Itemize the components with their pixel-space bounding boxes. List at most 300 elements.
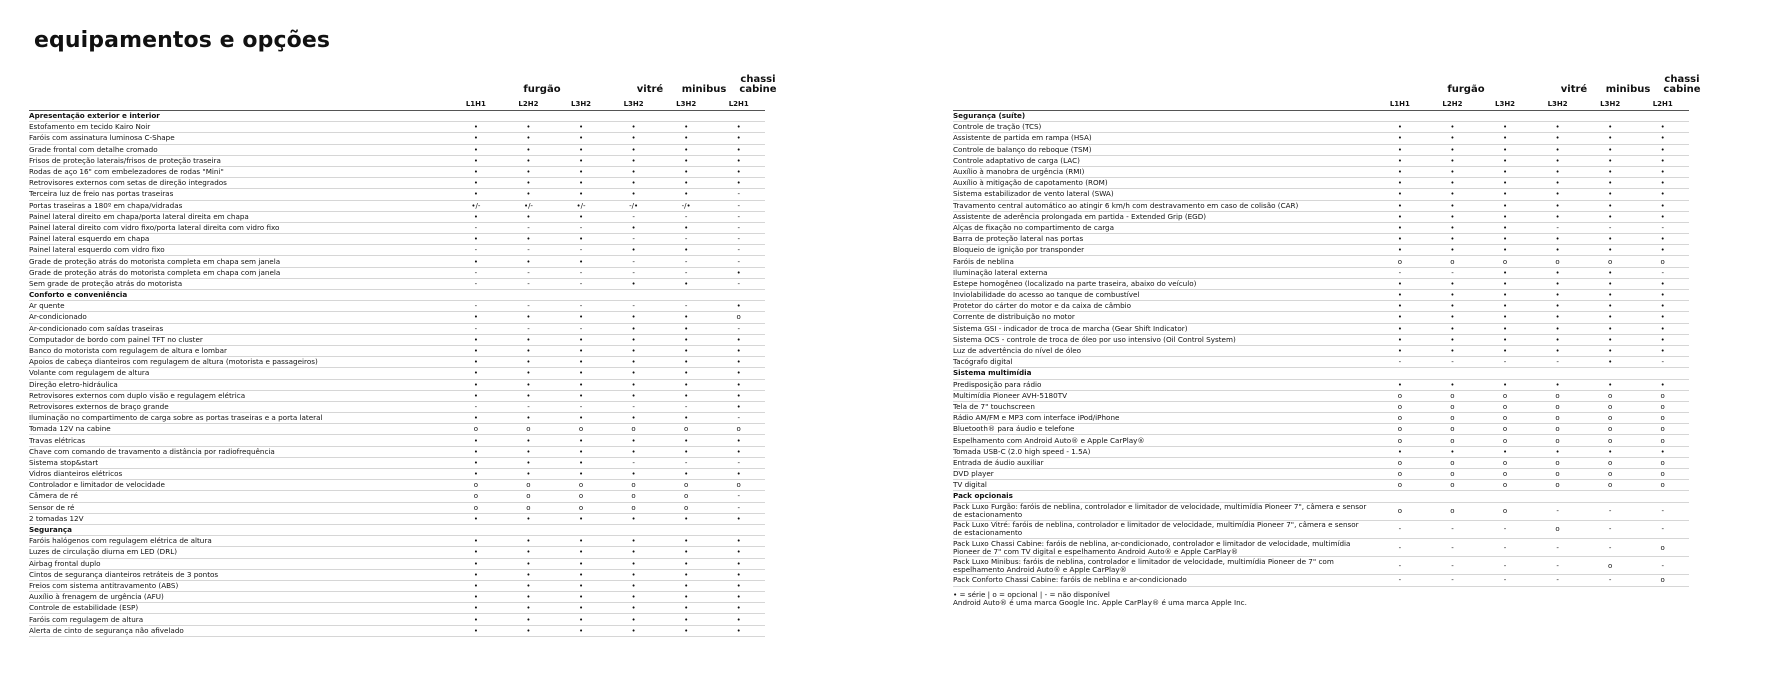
- availability-cell: •: [1450, 190, 1455, 199]
- availability-cell: •: [1608, 313, 1613, 322]
- availability-cell: •: [736, 570, 741, 579]
- row-label: Terceira luz de freio nas portas traseiras: [29, 190, 174, 199]
- availability-cell: •: [1555, 324, 1560, 333]
- row-label: Faróis halógenos com regulagem elétrica de altura: [29, 537, 212, 546]
- row-label: Painel lateral esquerdo com vidro fixo: [29, 246, 165, 255]
- availability-cell: -: [684, 235, 688, 244]
- availability-cell: •: [578, 380, 584, 389]
- row-label: DVD player: [953, 470, 994, 479]
- group-furgao: furgão: [1447, 84, 1485, 95]
- availability-cell: •: [1660, 123, 1665, 132]
- availability-cell: •: [473, 414, 478, 423]
- row-label: Volante com regulagem de altura: [29, 369, 150, 378]
- row-label: Iluminação no compartimento de carga sobre as portas traseiras e a porta lateral: [29, 414, 323, 423]
- availability-cell: o: [1660, 402, 1665, 411]
- availability-cell: o: [1660, 481, 1665, 490]
- row-label: Assistente de partida em rampa (HSA): [953, 134, 1092, 143]
- group-chassi-cabine: chassi cabine: [739, 74, 777, 95]
- table-row: [29, 458, 765, 469]
- availability-cell: •: [684, 145, 689, 154]
- availability-cell: •: [473, 447, 478, 456]
- row-label: Entrada de áudio auxiliar: [953, 458, 1044, 467]
- availability-cell: •: [578, 134, 584, 143]
- availability-cell: •: [1660, 134, 1665, 143]
- availability-cell: •: [578, 559, 584, 568]
- availability-cell: •: [1502, 212, 1508, 221]
- availability-cell: o: [1450, 470, 1455, 479]
- page-title: equipamentos e opções: [34, 28, 331, 53]
- availability-cell: -: [684, 268, 688, 277]
- availability-cell: o: [1502, 391, 1508, 400]
- availability-cell: •: [1555, 190, 1560, 199]
- availability-cell: •: [1608, 358, 1613, 367]
- availability-cell: -: [474, 268, 478, 277]
- availability-cell: •: [684, 414, 689, 423]
- availability-cell: •: [578, 369, 584, 378]
- availability-cell: •: [1450, 246, 1455, 255]
- row-label: Espelhamento com Android Auto® e Apple CarPlay®: [953, 436, 1145, 445]
- availability-cell: •: [578, 593, 584, 602]
- table-row: [29, 312, 765, 323]
- availability-cell: •: [1660, 156, 1665, 165]
- availability-cell: o: [1502, 257, 1508, 266]
- availability-cell: •: [1502, 223, 1508, 232]
- availability-cell: •: [1450, 134, 1455, 143]
- row-label: Sistema stop&start: [29, 458, 99, 467]
- table-row: [953, 521, 1689, 539]
- availability-cell: •: [473, 570, 478, 579]
- availability-cell: •: [631, 615, 636, 624]
- availability-cell: •: [1660, 324, 1665, 333]
- row-label: Bluetooth® para áudio e telefone: [953, 425, 1075, 434]
- version-code: L3H2: [1494, 100, 1516, 108]
- availability-cell: •: [684, 626, 689, 635]
- availability-cell: •: [578, 212, 584, 221]
- availability-cell: -: [1451, 561, 1454, 570]
- availability-cell: •: [526, 604, 531, 613]
- availability-cell: •: [578, 470, 584, 479]
- availability-cell: -: [1503, 543, 1507, 552]
- availability-cell: •: [1397, 134, 1402, 143]
- availability-cell: o: [1555, 414, 1560, 423]
- availability-cell: •: [526, 168, 531, 177]
- table-row: [953, 212, 1689, 223]
- availability-cell: •: [473, 335, 478, 344]
- table-row: [29, 201, 765, 212]
- row-label: Chave com comando de travamento a distância por radiofrequência: [29, 447, 275, 456]
- availability-cell: •: [631, 470, 636, 479]
- availability-cell: •: [578, 347, 584, 356]
- table-row: [29, 614, 765, 625]
- availability-cell: •: [631, 335, 636, 344]
- availability-cell: •: [1555, 313, 1560, 322]
- availability-cell: -/•: [629, 201, 639, 210]
- row-label: Cintos de segurança dianteiros retráteis de 3 pontos: [29, 570, 219, 579]
- table-row: [29, 380, 765, 391]
- availability-cell: -: [1503, 561, 1507, 570]
- availability-cell: •: [473, 257, 478, 266]
- availability-cell: o: [1555, 402, 1560, 411]
- table-row: [29, 301, 765, 312]
- availability-cell: -: [737, 246, 740, 255]
- table-row: [29, 626, 765, 637]
- availability-cell: •: [578, 123, 584, 132]
- availability-cell: •: [473, 615, 478, 624]
- availability-cell: •: [1608, 190, 1613, 199]
- row-label: Controle adaptativo de carga (LAC): [953, 156, 1080, 165]
- table-row: [29, 212, 765, 223]
- availability-cell: •: [526, 470, 531, 479]
- availability-cell: •: [631, 604, 636, 613]
- availability-cell: •: [526, 414, 531, 423]
- availability-cell: •: [526, 235, 531, 244]
- table-row: [29, 279, 765, 290]
- availability-cell: •: [526, 447, 531, 456]
- availability-cell: o: [631, 503, 636, 512]
- availability-cell: •: [1608, 447, 1613, 456]
- availability-cell: •: [578, 615, 584, 624]
- availability-cell: •: [578, 179, 584, 188]
- table-row: [953, 133, 1689, 144]
- table-row: [953, 435, 1689, 446]
- availability-cell: •: [684, 593, 689, 602]
- availability-cell: •: [736, 548, 741, 557]
- availability-cell: •: [1397, 156, 1402, 165]
- availability-cell: •: [684, 570, 689, 579]
- availability-cell: •: [1397, 190, 1402, 199]
- availability-cell: o: [1660, 391, 1665, 400]
- availability-cell: •: [736, 123, 741, 132]
- availability-cell: -: [1608, 507, 1612, 516]
- availability-cell: •: [526, 514, 531, 523]
- availability-cell: •: [1608, 134, 1613, 143]
- availability-cell: •: [1502, 190, 1508, 199]
- availability-cell: •: [578, 604, 584, 613]
- row-label: Travas elétricas: [29, 436, 86, 445]
- availability-cell: o: [473, 492, 479, 501]
- availability-cell: •: [1608, 335, 1613, 344]
- availability-cell: -: [737, 235, 740, 244]
- availability-cell: •: [1555, 347, 1560, 356]
- availability-cell: •: [684, 313, 689, 322]
- row-label: Tela de 7" touchscreen: [953, 402, 1035, 411]
- table-row: [29, 357, 765, 368]
- availability-cell: o: [1660, 458, 1665, 467]
- version-code: L2H2: [1442, 100, 1463, 108]
- table-row: [29, 167, 765, 178]
- availability-cell: o: [578, 492, 584, 501]
- availability-cell: •: [526, 436, 531, 445]
- availability-cell: •: [1555, 235, 1560, 244]
- availability-cell: •: [684, 324, 689, 333]
- availability-cell: -: [1398, 561, 1402, 570]
- availability-cell: •: [473, 470, 478, 479]
- availability-cell: o: [1660, 425, 1665, 434]
- row-label: Luz de advertência do nível de óleo: [953, 347, 1082, 356]
- availability-cell: -: [1398, 525, 1402, 534]
- group-vitre: vitré: [1560, 84, 1588, 95]
- availability-cell: •: [526, 134, 531, 143]
- availability-cell: o: [1607, 458, 1613, 467]
- availability-cell: •: [526, 391, 531, 400]
- availability-cell: •: [736, 302, 741, 311]
- availability-cell: o: [1502, 436, 1508, 445]
- availability-cell: •: [1502, 201, 1508, 210]
- version-codes: [953, 98, 1689, 111]
- table-row: [953, 201, 1689, 212]
- availability-cell: •: [1502, 302, 1508, 311]
- availability-cell: •: [1660, 168, 1665, 177]
- availability-cell: •: [736, 391, 741, 400]
- availability-cell: •: [1660, 279, 1665, 288]
- availability-cell: •: [1660, 347, 1665, 356]
- table-row: [953, 413, 1689, 424]
- availability-cell: •: [578, 313, 584, 322]
- table-row: [29, 469, 765, 480]
- availability-cell: o: [1555, 391, 1560, 400]
- availability-cell: •: [736, 436, 741, 445]
- availability-cell: •: [473, 190, 478, 199]
- availability-cell: •: [1608, 279, 1613, 288]
- group-header: [953, 72, 1701, 98]
- availability-cell: •: [1450, 279, 1455, 288]
- row-label: Tomada USB-C (2.0 high speed - 1.5A): [953, 447, 1091, 456]
- availability-cell: -: [737, 324, 740, 333]
- availability-cell: •: [1608, 268, 1613, 277]
- availability-cell: •: [1555, 380, 1560, 389]
- table-row: [29, 324, 765, 335]
- availability-cell: •: [473, 123, 478, 132]
- availability-cell: -: [474, 279, 478, 288]
- availability-cell: o: [526, 481, 531, 490]
- row-label: Tacógrafo digital: [953, 358, 1013, 367]
- row-label: Auxílio à mitigação de capotamento (ROM): [953, 179, 1108, 188]
- availability-cell: •/-: [576, 201, 586, 210]
- availability-cell: •: [1397, 235, 1402, 244]
- availability-cell: -: [579, 324, 583, 333]
- version-code: L3H2: [570, 100, 592, 108]
- availability-cell: •: [526, 335, 531, 344]
- availability-cell: •: [1660, 380, 1665, 389]
- availability-cell: •: [684, 246, 689, 255]
- row-label: Portas traseiras a 180º em chapa/vidradas: [29, 201, 183, 210]
- availability-cell: •: [1397, 279, 1402, 288]
- table-row: [953, 480, 1689, 491]
- availability-cell: •: [736, 402, 741, 411]
- availability-cell: •: [631, 436, 636, 445]
- row-label: Retrovisores externos com duplo visão e regulagem elétrica: [29, 391, 246, 400]
- section-header: [953, 368, 1689, 379]
- availability-cell: -: [527, 246, 530, 255]
- group-minibus: minibus: [1605, 84, 1651, 95]
- availability-cell: •: [526, 358, 531, 367]
- availability-cell: •: [578, 458, 584, 467]
- table-row: [29, 413, 765, 424]
- availability-cell: o: [1502, 414, 1508, 423]
- row-label: Controle de estabilidade (ESP): [29, 604, 139, 613]
- availability-cell: •: [578, 168, 584, 177]
- availability-cell: •: [526, 347, 531, 356]
- availability-cell: •: [631, 447, 636, 456]
- table-row: [953, 402, 1689, 413]
- availability-cell: o: [1607, 436, 1613, 445]
- availability-cell: •: [1502, 235, 1508, 244]
- availability-cell: •: [684, 604, 689, 613]
- availability-cell: o: [526, 503, 531, 512]
- equipment-table-left: [29, 72, 777, 637]
- availability-cell: o: [683, 503, 689, 512]
- availability-cell: -: [1556, 576, 1559, 585]
- availability-cell: •: [473, 559, 478, 568]
- availability-cell: o: [1397, 507, 1403, 516]
- availability-cell: -: [1556, 358, 1559, 367]
- row-label: Faróis com regulagem de altura: [29, 615, 144, 624]
- availability-cell: -: [684, 212, 688, 221]
- row-label: Luzes de circulação diurna em LED (DRL): [29, 548, 178, 557]
- availability-cell: •: [736, 268, 741, 277]
- row-label: Estepe homogêneo (localizado na parte traseira, abaixo do veículo): [953, 279, 1197, 288]
- legend: [953, 591, 1689, 608]
- availability-cell: •: [736, 593, 741, 602]
- availability-cell: -: [579, 268, 583, 277]
- availability-cell: •: [578, 391, 584, 400]
- table-row: [29, 592, 765, 603]
- availability-cell: •: [631, 313, 636, 322]
- availability-cell: o: [1450, 391, 1455, 400]
- row-label: Assistente de aderência prolongada em partida - Extended Grip (EGD): [953, 212, 1207, 221]
- availability-cell: •: [473, 212, 478, 221]
- table-row: [953, 122, 1689, 133]
- availability-cell: •: [1555, 279, 1560, 288]
- availability-cell: -: [737, 503, 740, 512]
- availability-cell: •: [526, 615, 531, 624]
- version-code: L3H2: [676, 100, 697, 108]
- table-row: [29, 189, 765, 200]
- availability-cell: •: [1660, 145, 1665, 154]
- table-row: [953, 357, 1689, 368]
- availability-cell: •: [1450, 380, 1455, 389]
- table-row: [953, 256, 1689, 267]
- availability-cell: •: [1608, 145, 1613, 154]
- availability-cell: o: [1555, 436, 1560, 445]
- table-row: [29, 447, 765, 458]
- section-title: Conforto e conveniência: [29, 291, 128, 300]
- availability-cell: •: [1450, 302, 1455, 311]
- availability-cell: •: [1450, 235, 1455, 244]
- availability-cell: •: [684, 347, 689, 356]
- row-label: Apoios de cabeça dianteiros com regulagem de altura (motorista e passageiros): [29, 358, 318, 367]
- availability-cell: o: [1555, 425, 1560, 434]
- availability-cell: -: [579, 246, 583, 255]
- availability-cell: o: [1450, 507, 1455, 516]
- availability-cell: o: [1502, 458, 1508, 467]
- availability-cell: •: [526, 156, 531, 165]
- availability-cell: •: [578, 190, 584, 199]
- availability-cell: •: [1502, 168, 1508, 177]
- availability-cell: •: [684, 447, 689, 456]
- availability-cell: o: [631, 492, 636, 501]
- availability-cell: o: [1502, 425, 1508, 434]
- table-row: [29, 133, 765, 144]
- availability-cell: o: [1450, 414, 1455, 423]
- availability-cell: -: [1503, 358, 1507, 367]
- availability-cell: •/-: [523, 201, 533, 210]
- availability-cell: •: [526, 581, 531, 590]
- availability-cell: •: [1502, 246, 1508, 255]
- availability-cell: •: [1555, 201, 1560, 210]
- availability-cell: •: [684, 391, 689, 400]
- availability-cell: •: [526, 145, 531, 154]
- availability-cell: •: [578, 145, 584, 154]
- availability-cell: -: [579, 279, 583, 288]
- row-label: Ar quente: [29, 302, 65, 311]
- availability-cell: o: [1397, 402, 1403, 411]
- availability-cell: •: [1555, 212, 1560, 221]
- table-row: [953, 539, 1689, 557]
- table-row: [953, 178, 1689, 189]
- table-row: [29, 122, 765, 133]
- availability-cell: o: [736, 313, 741, 322]
- availability-cell: -: [684, 458, 688, 467]
- availability-cell: •: [684, 470, 689, 479]
- row-label: Airbag frontal duplo: [29, 559, 101, 568]
- availability-cell: •: [578, 447, 584, 456]
- availability-cell: -: [632, 268, 635, 277]
- availability-cell: •: [473, 313, 478, 322]
- availability-cell: -: [632, 458, 635, 467]
- availability-cell: -: [474, 402, 478, 411]
- availability-cell: o: [1607, 561, 1613, 570]
- availability-cell: •: [526, 257, 531, 266]
- availability-cell: •: [1502, 123, 1508, 132]
- availability-cell: •: [473, 593, 478, 602]
- table-row: [29, 547, 765, 558]
- availability-cell: o: [1397, 391, 1403, 400]
- availability-cell: •: [473, 145, 478, 154]
- row-label: Painel lateral direito com vidro fixo/porta lateral direita com vidro fixo: [29, 223, 280, 232]
- availability-cell: •: [1608, 302, 1613, 311]
- availability-cell: •: [684, 581, 689, 590]
- row-label: Câmera de ré: [29, 492, 78, 501]
- availability-cell: o: [736, 425, 741, 434]
- table-row: [953, 268, 1689, 279]
- availability-cell: •: [1660, 335, 1665, 344]
- availability-cell: •: [1555, 179, 1560, 188]
- availability-cell: •: [473, 168, 478, 177]
- availability-cell: •: [736, 581, 741, 590]
- version-codes: [29, 98, 765, 111]
- availability-cell: -: [1661, 507, 1664, 516]
- availability-cell: •: [631, 380, 636, 389]
- trademark-note: Android Auto® é uma marca Google Inc. Apple CarPlay® é uma marca Apple Inc.: [953, 598, 1247, 607]
- availability-cell: •: [631, 145, 636, 154]
- table-row: [953, 301, 1689, 312]
- availability-cell: -: [579, 402, 583, 411]
- availability-cell: o: [473, 503, 479, 512]
- row-label: Predisposição para rádio: [953, 380, 1042, 389]
- availability-cell: •: [1660, 235, 1665, 244]
- availability-cell: •: [736, 145, 741, 154]
- table-row: [29, 402, 765, 413]
- availability-cell: •: [736, 347, 741, 356]
- section-title: Sistema multimídia: [953, 369, 1032, 378]
- availability-cell: •: [1660, 313, 1665, 322]
- availability-cell: o: [1397, 458, 1403, 467]
- availability-cell: o: [1450, 481, 1455, 490]
- table-row: [953, 145, 1689, 156]
- availability-cell: •: [1555, 335, 1560, 344]
- availability-cell: -: [527, 324, 530, 333]
